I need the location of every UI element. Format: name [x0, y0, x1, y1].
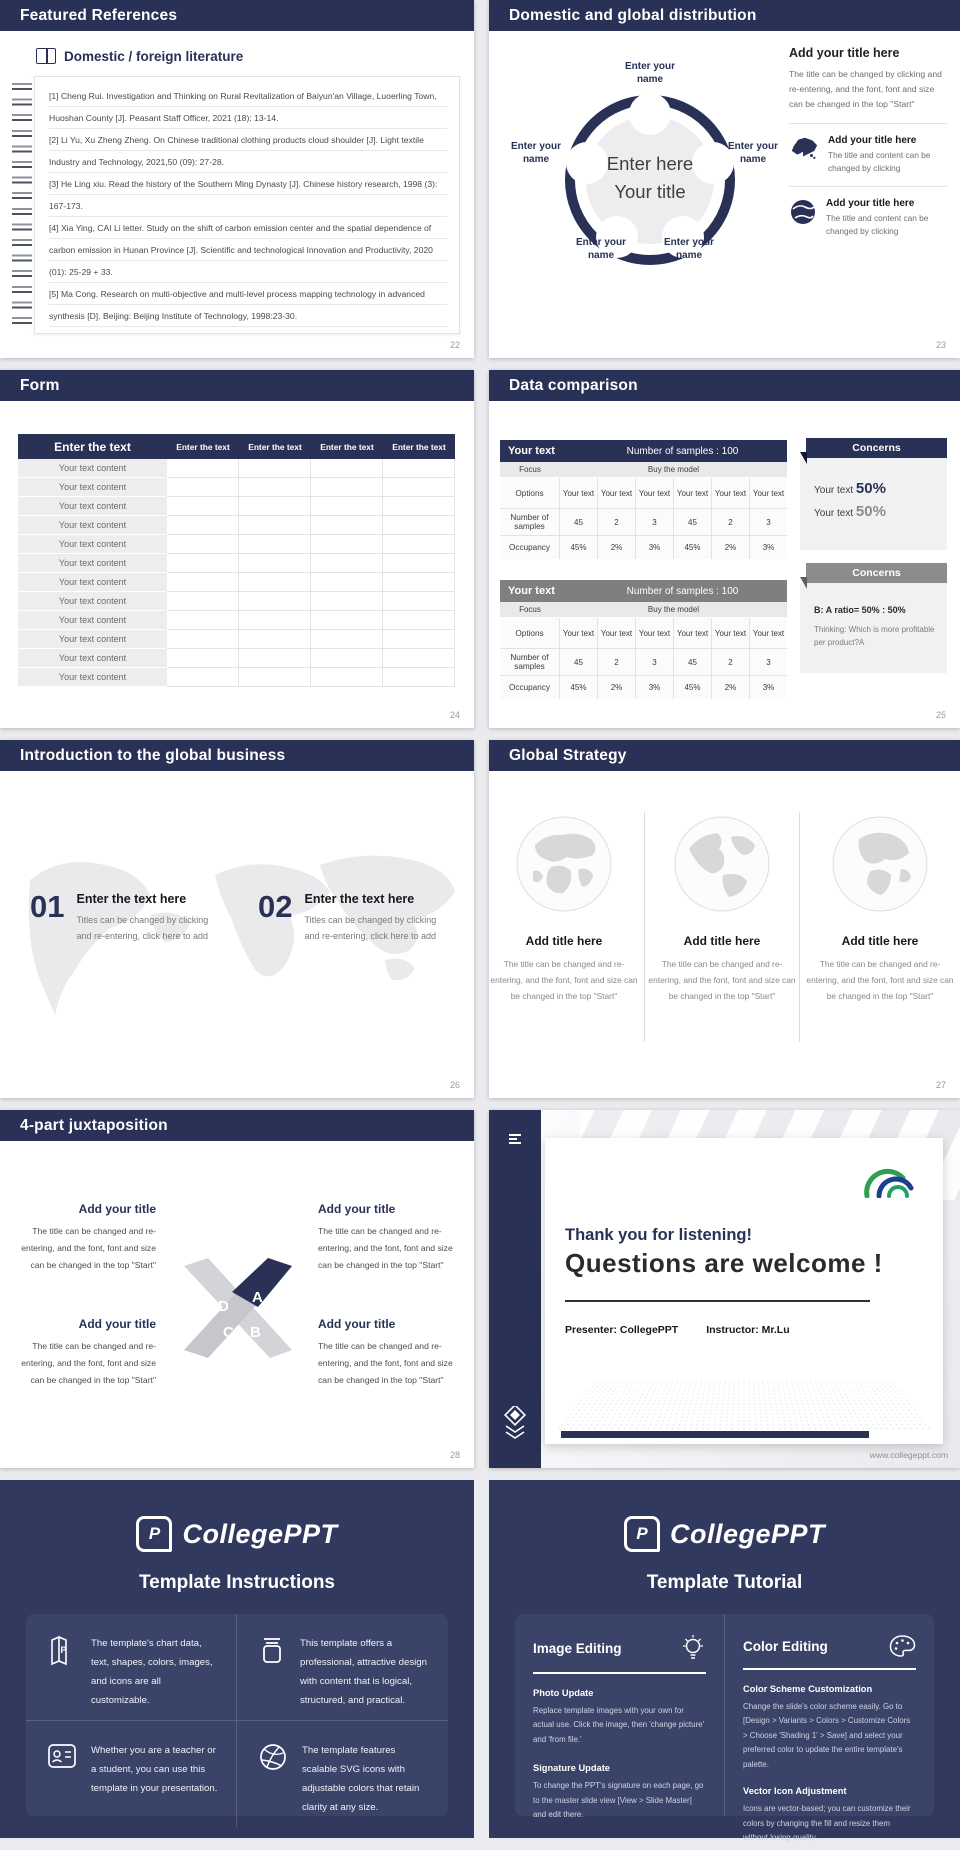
navy-accent-bar	[561, 1431, 869, 1438]
title-block-bottom-left[interactable]	[16, 1317, 156, 1389]
tutorial-card	[515, 1614, 934, 1842]
numbered-item-1[interactable]	[30, 889, 220, 944]
x-ribbon-graphic	[168, 1258, 308, 1358]
page-number: 26	[449, 1080, 460, 1090]
block-body: The title can be changed and re-entering, and the font, font and size can be changed in the top "Start"	[318, 1226, 453, 1270]
comparison-table-1[interactable]	[500, 440, 787, 559]
column-divider	[644, 812, 645, 1042]
item-body: Titles can be changed by clicking and re-entering, click here to add	[304, 915, 437, 941]
option-cell: Your text	[752, 628, 785, 638]
slide-27-global-strategy[interactable]	[489, 740, 960, 1098]
item-number: 02	[258, 889, 293, 924]
item-body: Titles can be changed by clicking and re-entering, click here to add	[76, 915, 209, 941]
option-cell: Your text	[560, 618, 598, 648]
row-label: Options	[500, 618, 560, 648]
add-title-heading[interactable]: Add your title here	[789, 46, 900, 60]
table-row	[18, 497, 455, 516]
table-row	[18, 592, 455, 611]
questions-heading: Questions are welcome !	[565, 1248, 883, 1278]
row-label: Occupancy	[500, 676, 560, 699]
reference-item: [4] Xia Ying, CAI Li letter. Study on the shift of carbon emission center and the spatial dependence of carbon emission in Hunan Province [J]. Scientific and technological Innovation and Productivity, 2020 (01): 25-29 + 33.	[49, 223, 433, 277]
instruction-text: The template's chart data, text, shapes, colors, images, and icons are all customizable.	[91, 1638, 213, 1706]
empty-cells	[167, 535, 455, 554]
subsection-title: Signature Update	[533, 1763, 610, 1773]
literature-heading	[36, 48, 243, 64]
column-title: Add title here	[683, 934, 761, 948]
value-cell: 2%	[712, 676, 750, 699]
item-number: 01	[30, 889, 65, 924]
focus-value: Buy the model	[647, 465, 700, 474]
value-cell: 2%	[712, 536, 750, 559]
logo-wordmark: CollegePPT	[182, 1518, 338, 1549]
ring-label-left[interactable]: Enter your name	[510, 141, 561, 165]
slide-title-bar: Form	[0, 370, 474, 401]
option-cell: Your text	[752, 488, 785, 498]
block-title: Add your title	[78, 1317, 156, 1331]
concerns-box-2[interactable]	[800, 563, 947, 673]
slide-22-featured-references[interactable]	[0, 0, 474, 358]
value-cell: 3	[766, 657, 771, 667]
concerns-header: Concerns	[806, 438, 947, 458]
title-block-top-left[interactable]	[16, 1202, 156, 1274]
table-header-row	[18, 434, 455, 459]
concern-value: 50%	[855, 503, 886, 520]
concern-value: 50%	[855, 480, 886, 497]
row-label: Your text content	[18, 592, 167, 611]
globe-image	[831, 815, 929, 913]
slide-23-distribution[interactable]	[489, 0, 960, 358]
value-cell: 2%	[598, 536, 636, 559]
table-header-cell: Enter the text	[248, 441, 302, 452]
ratio-line: B: A ratio= 50% : 50%	[814, 605, 906, 615]
block-body: The title can be changed and re-entering, and the font, font and size can be changed in the top "Start"	[21, 1341, 156, 1385]
reference-item: [3] He Ling xiu. Read the history of the Southern Ming Dynasty [J]. Chinese history research, 1998 (3): 167-173.	[49, 179, 438, 211]
table-title: Your text	[508, 445, 555, 457]
empty-cells	[167, 516, 455, 535]
slide-title-bar: 4-part juxtaposition	[0, 1110, 474, 1141]
concern-label: Your text	[814, 508, 854, 519]
vector-ball-icon	[257, 1741, 289, 1773]
row-label: Number of samples	[500, 509, 560, 535]
underline	[533, 1672, 706, 1674]
panel-title: Template Instructions	[138, 1572, 335, 1593]
option-cell: Your text	[712, 618, 750, 648]
thanks-heading: Thank you for listening!	[565, 1226, 753, 1244]
reference-item: [2] Li Yu, Xu Zheng Zheng. On Chinese traditional clothing products cloud shoulder [J]. Light textile Industry and Technology, 2021,50 (09): 27-28.	[49, 135, 424, 167]
row-label: Your text content	[18, 649, 167, 668]
letter-b: B	[250, 1324, 261, 1341]
table-row	[18, 478, 455, 497]
option-cell: Your text	[674, 618, 712, 648]
subsection-title: Color Scheme Customization	[743, 1683, 873, 1694]
row-label: Your text content	[18, 497, 167, 516]
concern-line	[814, 503, 935, 520]
item-title: Add your title here	[826, 198, 915, 209]
slide-thank-you[interactable]	[489, 1110, 960, 1468]
row-label: Occupancy	[500, 536, 560, 559]
slide-title-bar: Global Strategy	[489, 740, 960, 771]
column-title: Add title here	[841, 934, 919, 948]
center-line-1: Enter here	[606, 153, 694, 174]
concern-line	[814, 480, 935, 497]
table-header-cell: Enter the text	[54, 439, 131, 454]
value-cell: 45	[560, 649, 598, 675]
row-label: Your text content	[18, 611, 167, 630]
value-cell: 3%	[762, 543, 775, 552]
numbered-item-2[interactable]	[258, 889, 448, 944]
empty-cells	[167, 573, 455, 592]
table-row	[18, 573, 455, 592]
column-body: The title can be changed and re-entering, and the font, font and size can be changed in the top "Start"	[648, 959, 796, 1001]
jar-icon	[257, 1634, 287, 1666]
table-subtitle: Number of samples : 100	[626, 585, 739, 597]
empty-cells	[167, 649, 455, 668]
table-row	[18, 649, 455, 668]
globe-image	[673, 815, 771, 913]
ring-label-bottom-right[interactable]: Enter your name	[663, 237, 714, 261]
ring-label-top[interactable]: Enter your name	[624, 61, 675, 85]
palette-icon	[889, 1634, 916, 1658]
divider	[789, 186, 947, 187]
instruction-cell-3	[26, 1721, 237, 1827]
empty-cells	[167, 611, 455, 630]
table-row	[18, 668, 455, 687]
template-tutorial-panel	[489, 1480, 960, 1842]
pages-icon	[46, 1634, 78, 1666]
title-block-top-right[interactable]	[318, 1202, 458, 1274]
slide-26-global-business[interactable]	[0, 740, 474, 1098]
value-cell: 2%	[598, 676, 636, 699]
circular-diagram	[497, 58, 792, 283]
comparison-table-2[interactable]	[500, 580, 787, 699]
instructions-card	[26, 1614, 448, 1816]
slide-title-bar: Introduction to the global business	[0, 740, 474, 771]
rainbow-logo	[863, 1164, 915, 1198]
table-row	[18, 611, 455, 630]
presenter-label: Presenter: CollegePPT	[565, 1324, 679, 1336]
fold-decoration	[800, 452, 807, 464]
fold-decoration	[800, 577, 807, 589]
page-number: 25	[935, 710, 946, 720]
slide-25-data-comparison[interactable]	[489, 370, 960, 728]
focus-label: Focus	[519, 465, 541, 474]
option-cell: Your text	[674, 478, 712, 508]
value-cell: 3	[636, 509, 674, 535]
block-body: The title can be changed and re-entering, and the font, font and size can be changed in the top "Start"	[318, 1341, 453, 1385]
table-header-cell: Enter the text	[320, 441, 374, 452]
column-body: The title can be changed and re-entering, and the font, font and size can be changed in the top "Start"	[490, 959, 638, 1001]
value-cell: 3%	[762, 683, 775, 692]
navy-sidebar	[489, 1110, 541, 1468]
add-title-body: The title can be changed by clicking and re-entering, and the font, font and size can be changed in the top "Start"	[789, 69, 942, 109]
table-row	[18, 459, 455, 478]
list-item-domestic[interactable]	[789, 135, 947, 175]
section-heading: Image Editing	[533, 1640, 622, 1656]
globe-image	[515, 815, 613, 913]
spiral-binding-icon	[12, 80, 32, 330]
row-label: Your text content	[18, 630, 167, 649]
ring-label-right[interactable]: Enter your name	[727, 141, 778, 165]
underline-rule	[565, 1300, 870, 1302]
wireframe-mesh-decoration	[555, 1380, 933, 1430]
slide-title-bar: Data comparison	[489, 370, 960, 401]
collegeppt-logo	[489, 1516, 960, 1552]
item-heading: Enter the text here	[76, 892, 187, 906]
value-cell: 2	[598, 649, 636, 675]
thinking-line: Thinking: Which is more profitable per product?A	[814, 625, 935, 647]
menu-icon	[509, 1134, 521, 1144]
table-subtitle: Number of samples : 100	[626, 445, 739, 457]
item-body: The title and content can be changed by clicking	[826, 213, 929, 236]
page-number: 27	[935, 1080, 946, 1090]
row-label: Your text content	[18, 478, 167, 497]
credits-line	[565, 1324, 790, 1336]
slide-title-bar: Domestic and global distribution	[489, 0, 960, 31]
page-number: 28	[449, 1450, 460, 1460]
instruction-text: This template offers a professional, attractive design with content that is logical, structured, and practical.	[300, 1638, 427, 1706]
instruction-text: Whether you are a teacher or a student, you can use this template in your presentation.	[91, 1745, 218, 1794]
logo-p-icon: P	[136, 1516, 172, 1552]
reference-item: [1] Cheng Rui. Investigation and Thinking on Rural Revitalization of Baiyun'an Village, Luoerling Town, Huoshan County [J]. Peasant Staff Officer, 2021 (18): 13-14.	[49, 91, 437, 123]
value-cell: 3	[636, 649, 674, 675]
instruction-cell-2	[237, 1614, 448, 1721]
color-editing-section	[725, 1614, 934, 1842]
instruction-text: The template features scalable SVG icons with adjustable colors that retain clarity at any size.	[302, 1745, 420, 1813]
diagram-center-text[interactable]	[585, 150, 715, 210]
strategy-column-2[interactable]	[647, 815, 797, 1004]
item-heading: Enter the text here	[304, 892, 415, 906]
option-cell: Your text	[712, 478, 750, 508]
table-row	[18, 535, 455, 554]
block-body: The title can be changed and re-entering, and the font, font and size can be changed in the top "Start"	[21, 1226, 156, 1270]
divider	[789, 123, 947, 124]
table-header-cell: Enter the text	[176, 441, 230, 452]
instructor-label: Instructor: Mr.Lu	[706, 1324, 790, 1336]
svg-text:P: P	[60, 1645, 67, 1655]
concern-label: Your text	[814, 485, 854, 496]
table-row	[18, 554, 455, 573]
block-title: Add your title	[78, 1202, 156, 1216]
concerns-header: Concerns	[806, 563, 947, 583]
instruction-cell-1	[26, 1614, 237, 1721]
value-cell: 45%	[674, 536, 712, 559]
page-number: 23	[935, 340, 946, 350]
empty-cells	[167, 668, 455, 687]
column-body: The title can be changed and re-entering, and the font, font and size can be changed in the top "Start"	[806, 959, 954, 1001]
globe-icon	[789, 198, 817, 226]
form-table[interactable]	[18, 434, 455, 687]
column-title: Add title here	[525, 934, 603, 948]
value-cell: 45	[560, 509, 598, 535]
row-label: Your text content	[18, 516, 167, 535]
subsection-body: To change the PPT's signature on each page, go to the master slide view [View > Slide Master] and edit there.	[533, 1781, 704, 1819]
empty-cells	[167, 630, 455, 649]
instruction-cell-4	[237, 1721, 448, 1827]
title-block-bottom-right[interactable]	[318, 1317, 458, 1389]
block-title: Add your title	[318, 1317, 396, 1331]
value-cell: 45	[674, 509, 712, 535]
letter-d: D	[218, 1298, 229, 1315]
slide-28-juxtaposition[interactable]	[0, 1110, 474, 1468]
empty-cells	[167, 459, 455, 478]
panel-title: Template Tutorial	[646, 1572, 803, 1593]
book-icon	[36, 48, 56, 64]
row-label: Options	[500, 478, 560, 508]
layers-diamond-icon	[502, 1406, 528, 1440]
table-row	[18, 516, 455, 535]
row-label: Number of samples	[500, 649, 560, 675]
block-title: Add your title	[318, 1202, 396, 1216]
value-cell: 3%	[636, 536, 674, 559]
china-map-icon	[789, 135, 819, 161]
lightbulb-icon	[680, 1634, 706, 1662]
empty-cells	[167, 554, 455, 573]
image-editing-section	[515, 1614, 725, 1819]
template-instructions-panel	[0, 1480, 474, 1838]
logo-wordmark: CollegePPT	[669, 1518, 826, 1549]
slide-24-form[interactable]	[0, 370, 474, 728]
letter-a: A	[252, 1289, 263, 1306]
subsection-title: Vector Icon Adjustment	[743, 1786, 847, 1796]
collegeppt-logo	[0, 1516, 474, 1552]
option-cell: Your text	[598, 618, 636, 648]
value-cell: 45%	[674, 676, 712, 699]
references-card	[34, 76, 460, 334]
value-cell: 2	[712, 649, 750, 675]
item-body: The title and content can be changed by clicking	[828, 150, 931, 173]
ring-label-bottom-left[interactable]: Enter your name	[575, 237, 626, 261]
empty-cells	[167, 478, 455, 497]
focus-label: Focus	[519, 605, 541, 614]
literature-heading-label: Domestic / foreign literature	[64, 48, 244, 64]
list-item-global[interactable]	[789, 198, 947, 238]
strategy-column-3[interactable]	[805, 815, 955, 1004]
subsection-body: Icons are vector-based; you can customize their colors by changing the fill and resize them without losing quality.	[743, 1804, 911, 1842]
page-number: 22	[449, 340, 460, 350]
logo-p-icon: P	[624, 1516, 660, 1552]
table-title: Your text	[508, 585, 555, 597]
references-list	[49, 85, 447, 333]
row-label: Your text content	[18, 535, 167, 554]
item-title: Add your title here	[828, 135, 917, 146]
slide-title-bar: Featured References	[0, 0, 474, 31]
page-number: 24	[449, 710, 460, 720]
id-card-icon	[46, 1741, 78, 1771]
row-label: Your text content	[18, 573, 167, 592]
option-cell: Your text	[560, 478, 598, 508]
value-cell: 2	[712, 509, 750, 535]
table-header-cell: Enter the text	[392, 441, 446, 452]
value-cell: 45%	[560, 536, 598, 559]
value-cell: 2	[598, 509, 636, 535]
section-heading: Color Editing	[743, 1638, 828, 1654]
table-row	[18, 630, 455, 649]
concerns-box-1[interactable]	[800, 438, 947, 550]
value-cell: 3	[766, 517, 771, 527]
empty-cells	[167, 592, 455, 611]
thank-you-card	[545, 1138, 943, 1444]
right-text-column	[789, 46, 947, 238]
empty-cells	[167, 497, 455, 516]
row-label: Your text content	[18, 554, 167, 573]
website-url[interactable]: www.collegeppt.com	[869, 1450, 948, 1460]
subsection-body: Replace template images with your own for actual use. Click the image, then 'change picture' and 'from file.'	[533, 1705, 705, 1744]
option-cell: Your text	[636, 478, 674, 508]
reference-item: [5] Ma Cong. Research on multi-objective and multi-level process mapping technology in advanced synthesis [D]. Beijing: Beijing Institute of Technology, 1998:23-30.	[49, 289, 425, 321]
value-cell: 3%	[636, 676, 674, 699]
subsection-title: Photo Update	[533, 1687, 594, 1698]
strategy-column-1[interactable]	[489, 815, 639, 1004]
underline	[743, 1668, 916, 1670]
center-line-2: Your title	[614, 181, 686, 202]
value-cell: 45%	[560, 676, 598, 699]
row-label: Your text content	[18, 459, 167, 478]
option-cell: Your text	[598, 478, 636, 508]
subsection-body: Change the slide's color scheme easily. Go to [Design > Variants > Colors > Customize Colors > Choose 'Shading 1' > Save] and select your preferred color to update the entire template's palette.	[743, 1701, 911, 1769]
focus-value: Buy the model	[647, 605, 700, 614]
column-divider	[799, 812, 800, 1042]
value-cell: 45	[674, 649, 712, 675]
option-cell: Your text	[636, 618, 674, 648]
letter-c: C	[223, 1324, 234, 1341]
row-label: Your text content	[18, 668, 167, 687]
